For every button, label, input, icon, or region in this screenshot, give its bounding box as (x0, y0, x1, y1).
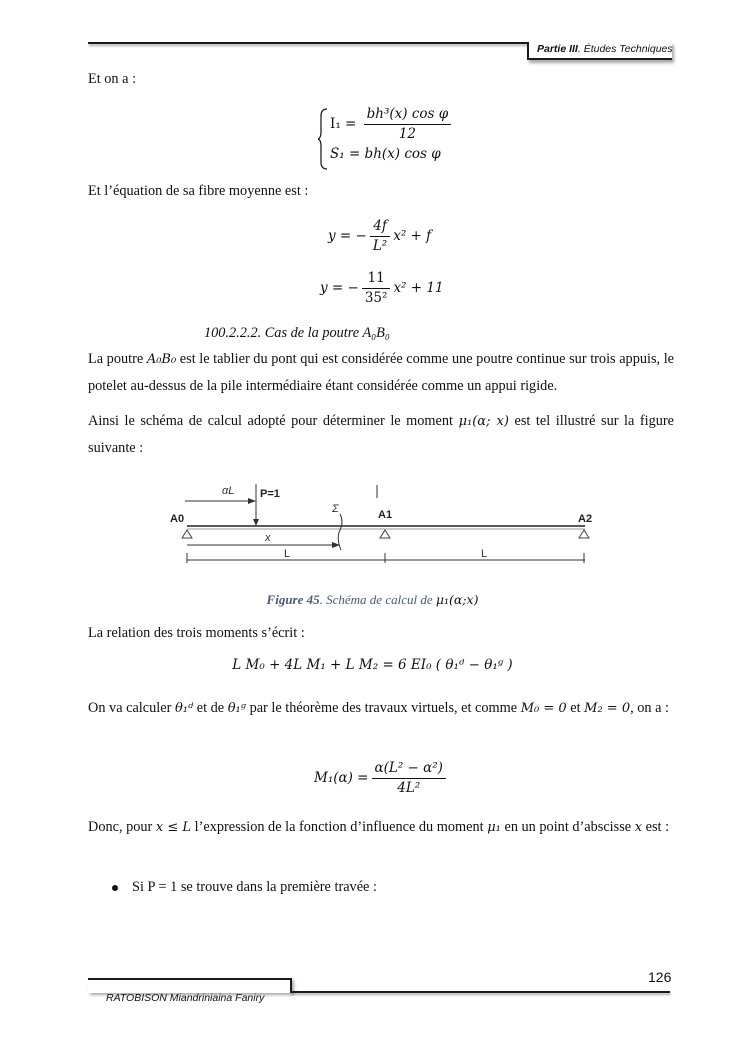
calc-text-4: et (570, 700, 581, 716)
left-brace-icon (318, 108, 328, 170)
paragraph-donc (88, 814, 674, 841)
alphaL-arrowhead-icon (248, 498, 256, 504)
label-a2: A2 (578, 513, 593, 525)
figure-caption (0, 592, 745, 608)
donc-symbol-2: μ₁ (487, 820, 501, 835)
calc-symbol-3: M₀ = 0 (520, 701, 567, 716)
fibre-num-rhs: x² + 11 (393, 280, 444, 296)
label-span1: L (284, 548, 291, 560)
bullet-item (112, 879, 377, 896)
donc-symbol-3: x (634, 820, 643, 835)
schema-text-1: Ainsi le schéma de calcul adopté pour déterminer le moment (88, 413, 454, 429)
footer-author: RATOBISON Miandriniaina Faniry (106, 992, 265, 1004)
paragraph-poutre (88, 346, 674, 400)
bullet-text: Si P = 1 se trouve dans la première travée : (132, 879, 377, 895)
calc-text-5: , on a : (630, 700, 670, 716)
donc-text-3: en un point d’abscisse (504, 819, 632, 835)
caption-text: . Schéma de calcul de (319, 592, 436, 607)
load-arrowhead-icon (253, 519, 259, 526)
fibre-eq-lhs: y = − (328, 228, 367, 244)
support-a0-icon (182, 530, 192, 538)
donc-text-2: l’expression de la fonction d’influence du moment (194, 819, 484, 835)
poutre-text-1: La poutre (88, 351, 144, 367)
caption-symbol: μ₁(α;x) (435, 592, 479, 607)
label-a0: A0 (170, 513, 185, 525)
calc-text-2: et de (196, 700, 225, 716)
fibre-num-num: 11 (362, 270, 391, 289)
fibre-eq-den: L² (372, 238, 388, 254)
label-sigma: Σ (332, 503, 339, 515)
m1-numerator: α(L² − α²) (372, 760, 446, 779)
label-load: P=1 (260, 488, 280, 500)
fibre-eq-num: 4f (370, 218, 390, 237)
beam-figure (160, 478, 610, 578)
label-a1: A1 (378, 509, 393, 521)
caption-figure-number: Figure 45 (266, 592, 320, 607)
i1-numerator: bh³(x) cos φ (364, 106, 452, 125)
poutre-text-2: est le tablier du pont qui est considérée comme une poutre continue sur trois appuis, le potelet au-dessus de la pile intermédiaire étant considérée comme un appui rigide. (88, 351, 675, 394)
calc-symbol-2: θ₁ᵍ (227, 701, 246, 716)
s1-equation: S₁ = bh(x) cos φ (330, 146, 441, 162)
schema-symbol: μ₁(α; x) (458, 414, 509, 429)
calc-symbol-1: θ₁ᵈ (174, 701, 194, 716)
m1-denominator: 4L² (397, 780, 421, 796)
donc-symbol-1: x ≤ L (155, 820, 192, 835)
page-number: 126 (648, 969, 672, 985)
running-header: Partie III. Études Techniques (537, 43, 673, 55)
calc-text-1: On va calculer (88, 700, 172, 716)
donc-text-1: Donc, pour (88, 819, 153, 835)
i1-lhs: I₁ = (330, 116, 357, 132)
three-moments-text: La relation des trois moments s’écrit : (88, 625, 305, 641)
fibre-text: Et l’équation de sa fibre moyenne est : (88, 183, 309, 199)
poutre-symbol: A₀B₀ (146, 352, 177, 367)
footer-rule (290, 991, 670, 993)
fibre-equation (328, 218, 431, 255)
fibre-num-den: 35² (364, 290, 388, 306)
m1-lhs: M₁(α) = (314, 770, 369, 786)
support-a2-icon (579, 530, 589, 538)
paragraph-schema (88, 408, 674, 462)
i1-denominator: 12 (398, 126, 417, 142)
label-x: x (265, 532, 271, 544)
calc-text-3: par le théorème des travaux virtuels, et comme (249, 700, 518, 716)
intro-text: Et on a : (88, 71, 137, 87)
bullet-dot-icon (112, 885, 118, 891)
fibre-numeric-equation (320, 270, 444, 307)
donc-text-4: est : (645, 819, 670, 835)
fibre-eq-rhs: x² + f (393, 228, 432, 244)
label-span2: L (481, 548, 488, 560)
footer-tab (88, 978, 292, 993)
label-alphaL: αL (222, 485, 235, 497)
schema-text-2: est tel illustré sur la figure suivante : (88, 413, 675, 456)
m1-equation (314, 760, 449, 797)
three-moments-equation: L M₀ + 4L M₁ + L M₂ = 6 EI₀ ( θ₁ᵈ − θ₁ᵍ ) (232, 657, 513, 673)
paragraph-calc (88, 695, 674, 722)
support-a1-icon (380, 530, 390, 538)
calc-symbol-4: M₂ = 0 (584, 701, 631, 716)
section-line (338, 514, 342, 550)
section-heading: 100.2.2.2. Cas de la poutre A₀B₀ (204, 325, 390, 341)
fibre-num-lhs: y = − (320, 280, 359, 296)
